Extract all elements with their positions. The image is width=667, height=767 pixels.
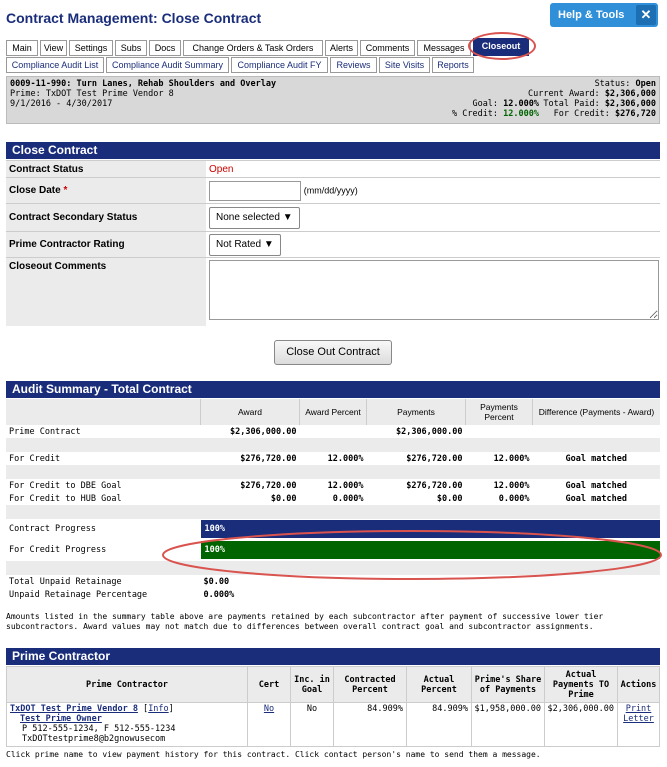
- contract-stats-right: [528, 79, 656, 119]
- goal-stats: [447, 99, 539, 119]
- pc-header-cert: Cert: [248, 667, 291, 703]
- tab-compliance-audit-summary[interactable]: Compliance Audit Summary: [106, 57, 229, 73]
- retainage-note: Amounts listed in the summary table above are payments retained by each subcontractor after payment of successive lower tier subcontractors. Award values may not match due to differences between overall contract goal and subcontractor assignments.: [6, 612, 604, 631]
- tab-compliance-audit-fy[interactable]: Compliance Audit FY: [231, 57, 328, 73]
- pc-header-contracted-pct: Contracted Percent: [334, 667, 407, 703]
- audit-award-pct: 0.000%: [332, 493, 364, 504]
- page-title: Contract Management: Close Contract: [6, 10, 262, 26]
- letter-label: Letter: [623, 714, 654, 724]
- audit-header-payments-pct: Payments Percent: [466, 399, 533, 425]
- secondary-status-value: None selected: [216, 211, 280, 223]
- cert-link[interactable]: No: [263, 704, 275, 714]
- help-tools-button[interactable]: [550, 3, 658, 27]
- audit-row-prime: [6, 425, 660, 438]
- pc-header-actions: Actions: [618, 667, 660, 703]
- tab-alerts[interactable]: Alerts: [325, 40, 358, 56]
- tab-settings[interactable]: Settings: [69, 40, 113, 56]
- credit-progress-bar: 100%: [201, 541, 661, 559]
- audit-payments-pct: 12.000%: [493, 480, 530, 491]
- tab-subs[interactable]: Subs: [115, 40, 147, 56]
- tab-main[interactable]: Main: [6, 40, 38, 56]
- goal-value: 12.000%: [503, 99, 539, 109]
- audit-difference: [533, 425, 661, 438]
- prime-footnote: Click prime name to view payment history for this contract. Click contact person's name to send them a message.: [6, 750, 541, 759]
- audit-payments: $276,720.00: [406, 453, 463, 464]
- closeout-comments-textarea[interactable]: [209, 260, 659, 320]
- closeout-comments-label: Closeout Comments: [6, 258, 206, 326]
- audit-award-pct: [300, 425, 367, 438]
- close-contract-header: Close Contract: [6, 142, 660, 159]
- audit-row-label: For Credit to HUB Goal: [9, 493, 122, 504]
- audit-row-label: For Credit to DBE Goal: [9, 480, 122, 491]
- contracted-pct-value: 84.909%: [334, 703, 407, 747]
- close-date-label-text: Close Date: [9, 185, 61, 196]
- audit-payments: $0.00: [436, 493, 463, 504]
- contract-dates: 9/1/2016 - 4/30/2017: [10, 99, 113, 109]
- print-label: Print: [625, 704, 652, 714]
- credit-label: % Credit:: [451, 109, 499, 119]
- contract-info-bar: [6, 76, 660, 124]
- owner-link[interactable]: Test Prime Owner: [20, 714, 102, 724]
- share-value: $1,958,000.00: [472, 703, 545, 747]
- goal-label: Goal:: [472, 99, 499, 109]
- prime-rating-label: Prime Contractor Rating: [6, 232, 206, 258]
- credit-value: 12.000%: [503, 109, 539, 119]
- tab-change-orders[interactable]: Change Orders & Task Orders: [183, 40, 323, 56]
- audit-row-hub: [6, 492, 660, 505]
- prime-contractor-header: Prime Contractor: [6, 648, 660, 665]
- audit-payments: $2,306,000.00: [395, 426, 463, 437]
- secondary-status-label: Contract Secondary Status: [6, 204, 206, 232]
- for-credit-value: $276,720: [615, 109, 656, 119]
- unpaid-retainage-pct-value: 0.000%: [203, 589, 235, 600]
- unpaid-retainage-pct-row: [6, 588, 660, 601]
- tab-view[interactable]: View: [40, 40, 67, 56]
- pc-header-inc-goal: Inc. in Goal: [291, 667, 334, 703]
- audit-row-label: Prime Contract: [9, 426, 81, 437]
- closeout-highlight-oval: [468, 32, 536, 60]
- audit-difference: Goal matched: [565, 493, 627, 504]
- audit-header-payments: Payments: [367, 399, 466, 425]
- contract-progress-label: Contract Progress: [9, 524, 96, 534]
- actual-payments-value: $2,306,000.00: [545, 703, 618, 747]
- close-contract-form: [6, 160, 660, 326]
- tab-docs[interactable]: Docs: [149, 40, 181, 56]
- total-paid-value: $2,306,000: [604, 99, 656, 109]
- audit-award: $0.00: [270, 493, 297, 504]
- audit-header-difference: Difference (Payments - Award): [533, 399, 661, 425]
- tab-compliance-audit-list[interactable]: Compliance Audit List: [6, 57, 104, 73]
- tab-reports[interactable]: Reports: [432, 57, 474, 73]
- print-letter-link[interactable]: [623, 704, 654, 724]
- tab-site-visits[interactable]: Site Visits: [379, 57, 430, 73]
- audit-header-award: Award: [201, 399, 300, 425]
- credit-progress-highlight-oval: [160, 528, 665, 582]
- status-label: Status:: [594, 79, 631, 89]
- pc-row: TxDOT Test Prime Vendor 8 [Info] Test Prime Owner P 512-555-1234, F 512-555-1234 TxDOTtestprime8@b2gnowusecom No No 84.909% 84.909% $1,958,000.00 $2,306,000.00 Print Letter: [7, 703, 660, 747]
- tab-messages[interactable]: Messages: [417, 40, 471, 56]
- audit-award: $2,306,000.00: [229, 426, 297, 437]
- tab-closeout[interactable]: Closeout: [473, 38, 529, 56]
- audit-payments-pct: 12.000%: [493, 453, 530, 464]
- current-award-value: $2,306,000: [604, 89, 656, 99]
- contract-status-value: Open: [206, 161, 660, 178]
- close-date-label: [6, 178, 206, 204]
- audit-payments-pct: 0.000%: [498, 493, 530, 504]
- tools-icon: ✕: [636, 5, 656, 25]
- status-value: Open: [635, 79, 656, 89]
- credit-progress-label: For Credit Progress: [9, 545, 107, 555]
- unpaid-retainage-value: $0.00: [203, 576, 230, 587]
- dropdown-arrow-icon: ▼: [263, 238, 274, 250]
- tab-reviews[interactable]: Reviews: [330, 57, 377, 73]
- prime-rating-select[interactable]: [209, 234, 281, 256]
- audit-award: $276,720.00: [240, 453, 297, 464]
- prime-contractor-table: [6, 666, 660, 747]
- audit-award-pct: 12.000%: [327, 480, 364, 491]
- tab-comments[interactable]: Comments: [360, 40, 415, 56]
- audit-difference: Goal matched: [565, 453, 627, 464]
- pc-header-actual-payments: Actual Payments TO Prime: [545, 667, 618, 703]
- secondary-status-select[interactable]: [209, 207, 300, 229]
- for-credit-label: For Credit:: [553, 109, 610, 119]
- audit-difference: Goal matched: [565, 480, 627, 491]
- audit-award: $276,720.00: [240, 480, 297, 491]
- audit-award-pct: 12.000%: [327, 453, 364, 464]
- inc-goal-value: No: [291, 703, 334, 747]
- prime-name-link[interactable]: TxDOT Test Prime Vendor 8: [10, 704, 138, 714]
- close-out-contract-button[interactable]: Close Out Contract: [274, 340, 392, 365]
- pc-header-prime: Prime Contractor: [7, 667, 248, 703]
- audit-payments: $276,720.00: [406, 480, 463, 491]
- audit-row-for-credit: [6, 452, 660, 465]
- dropdown-arrow-icon: ▼: [282, 211, 293, 223]
- owner-phone: P 512-555-1234, F 512-555-1234: [22, 724, 176, 734]
- close-date-hint: (mm/dd/yyyy): [303, 185, 358, 196]
- audit-payments-pct: [466, 425, 533, 438]
- audit-header-award-pct: Award Percent: [300, 399, 367, 425]
- owner-email: TxDOTtestprime8@b2gnowusecom: [22, 734, 166, 744]
- prime-info-link[interactable]: Info: [148, 704, 169, 714]
- audit-summary-header: Audit Summary - Total Contract: [6, 381, 660, 398]
- current-award-label: Current Award:: [528, 89, 600, 99]
- prime-rating-value: Not Rated: [216, 238, 262, 250]
- actual-pct-value: 84.909%: [407, 703, 472, 747]
- total-paid-label: Total Paid:: [543, 99, 600, 109]
- contract-name: 0009-11-990: Turn Lanes, Rehab Shoulders and Overlay: [10, 79, 277, 89]
- unpaid-retainage-label: Total Unpaid Retainage: [9, 576, 122, 587]
- unpaid-retainage-pct-label: Unpaid Retainage Percentage: [9, 589, 148, 600]
- prime-name: Prime: TxDOT Test Prime Vendor 8: [10, 89, 174, 99]
- pc-header-share: Prime's Share of Payments: [472, 667, 545, 703]
- required-mark: *: [63, 185, 68, 196]
- help-tools-label: Help & Tools: [558, 9, 625, 21]
- audit-row-label: For Credit: [9, 453, 61, 464]
- audit-row-dbe: [6, 479, 660, 492]
- close-date-input[interactable]: [209, 181, 301, 201]
- pc-header-actual-pct: Actual Percent: [407, 667, 472, 703]
- contract-status-label: Contract Status: [6, 161, 206, 178]
- contract-progress-bar: 100%: [201, 520, 661, 538]
